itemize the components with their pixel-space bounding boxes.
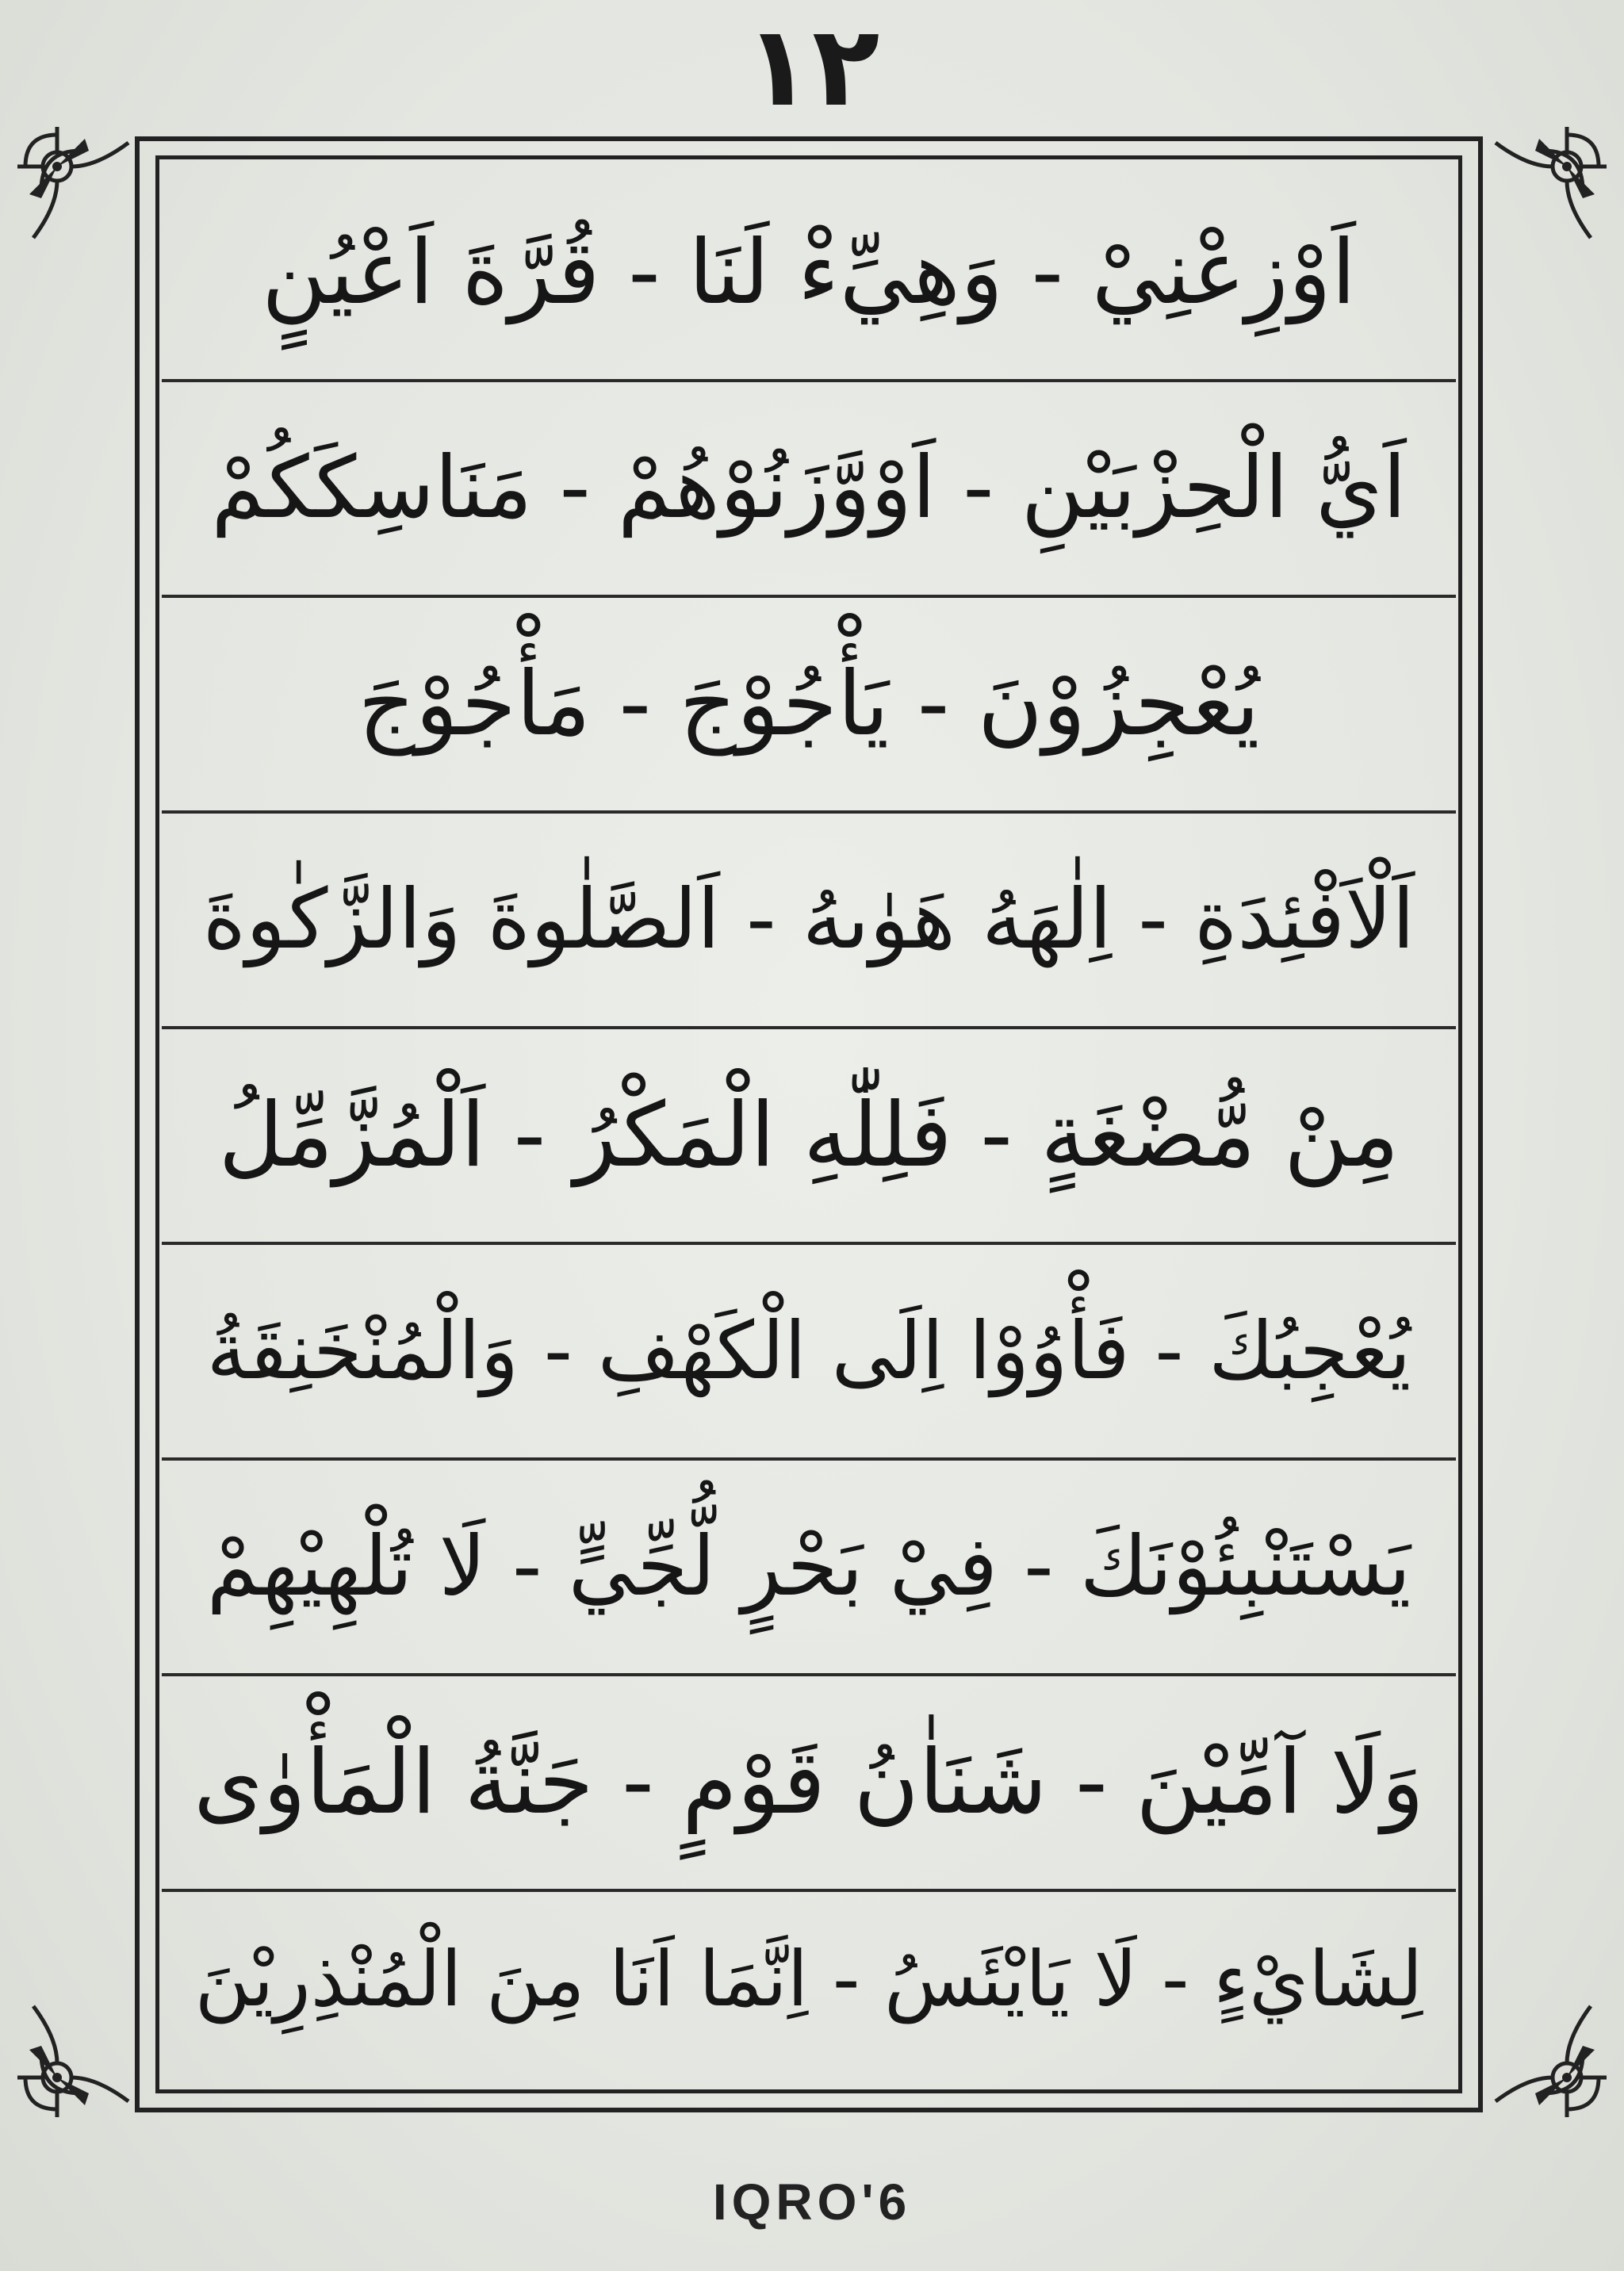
corner-ornament-icon xyxy=(10,119,152,262)
reading-row xyxy=(162,382,1456,595)
reading-row-text: لِشَايْءٍ - لَا يَايْئَسُ - اِنَّمَا اَنَا مِنَ الْمُنْذِرِيْنَ xyxy=(194,1934,1423,2024)
reading-row-text: وَلَا آمِّيْنَ - شَنَاٰنُ قَوْمٍ - جَنَّةُ الْمَأْوٰى xyxy=(193,1730,1424,1834)
corner-ornament-icon xyxy=(1472,1982,1614,2125)
reading-row xyxy=(162,814,1456,1026)
corner-ornament-icon xyxy=(1472,119,1614,262)
reading-row-text: يُعْجِزُوْنَ - يَأْجُوْجَ - مَأْجُوْجَ xyxy=(358,652,1260,756)
reading-row xyxy=(162,167,1456,379)
reading-row-text: اَيُّ الْحِزْبَيْنِ - اَوْوَّزَنُوْهُمْ - مَنَاسِكَكُمْ xyxy=(211,438,1407,538)
reading-row-text: اَلْاَفْئِدَةِ - اِلٰهَهُ هَوٰىهُ - اَلصَّلٰوةَ وَالزَّكٰوةَ xyxy=(202,871,1415,968)
corner-ornament-icon xyxy=(10,1982,152,2125)
reading-row-text: اَوْزِعْنِيْ - وَهِيِّءْ لَنَا - قُرَّةَ اَعْيُنٍ xyxy=(262,220,1356,324)
reading-rows xyxy=(162,167,1456,2085)
reading-row-text: يُعْجِبُكَ - فَأْوُوْا اِلَى الْكَهْفِ - وَالْمُنْخَنِقَةُ xyxy=(206,1304,1411,1397)
reading-row-text: مِنْ مُّضْغَةٍ - فَلِلّٰهِ الْمَكْرُ - اَلْمُزَّمِّلُ xyxy=(218,1083,1400,1187)
book-footer-label: IQRO'6 xyxy=(712,2173,912,2231)
reading-row xyxy=(162,1245,1456,1457)
reading-row-text: يَسْتَنْبِئُوْنَكَ - فِيْ بَحْرٍ لُّجِّيٍّ - لَا تُلْهِيْهِمْ xyxy=(206,1518,1411,1615)
reading-row xyxy=(162,598,1456,810)
reading-row xyxy=(162,1676,1456,1889)
reading-row xyxy=(162,1461,1456,1673)
reading-row xyxy=(162,1029,1456,1242)
page-number: ١٢ xyxy=(744,2,880,132)
reading-row xyxy=(162,1873,1456,2085)
